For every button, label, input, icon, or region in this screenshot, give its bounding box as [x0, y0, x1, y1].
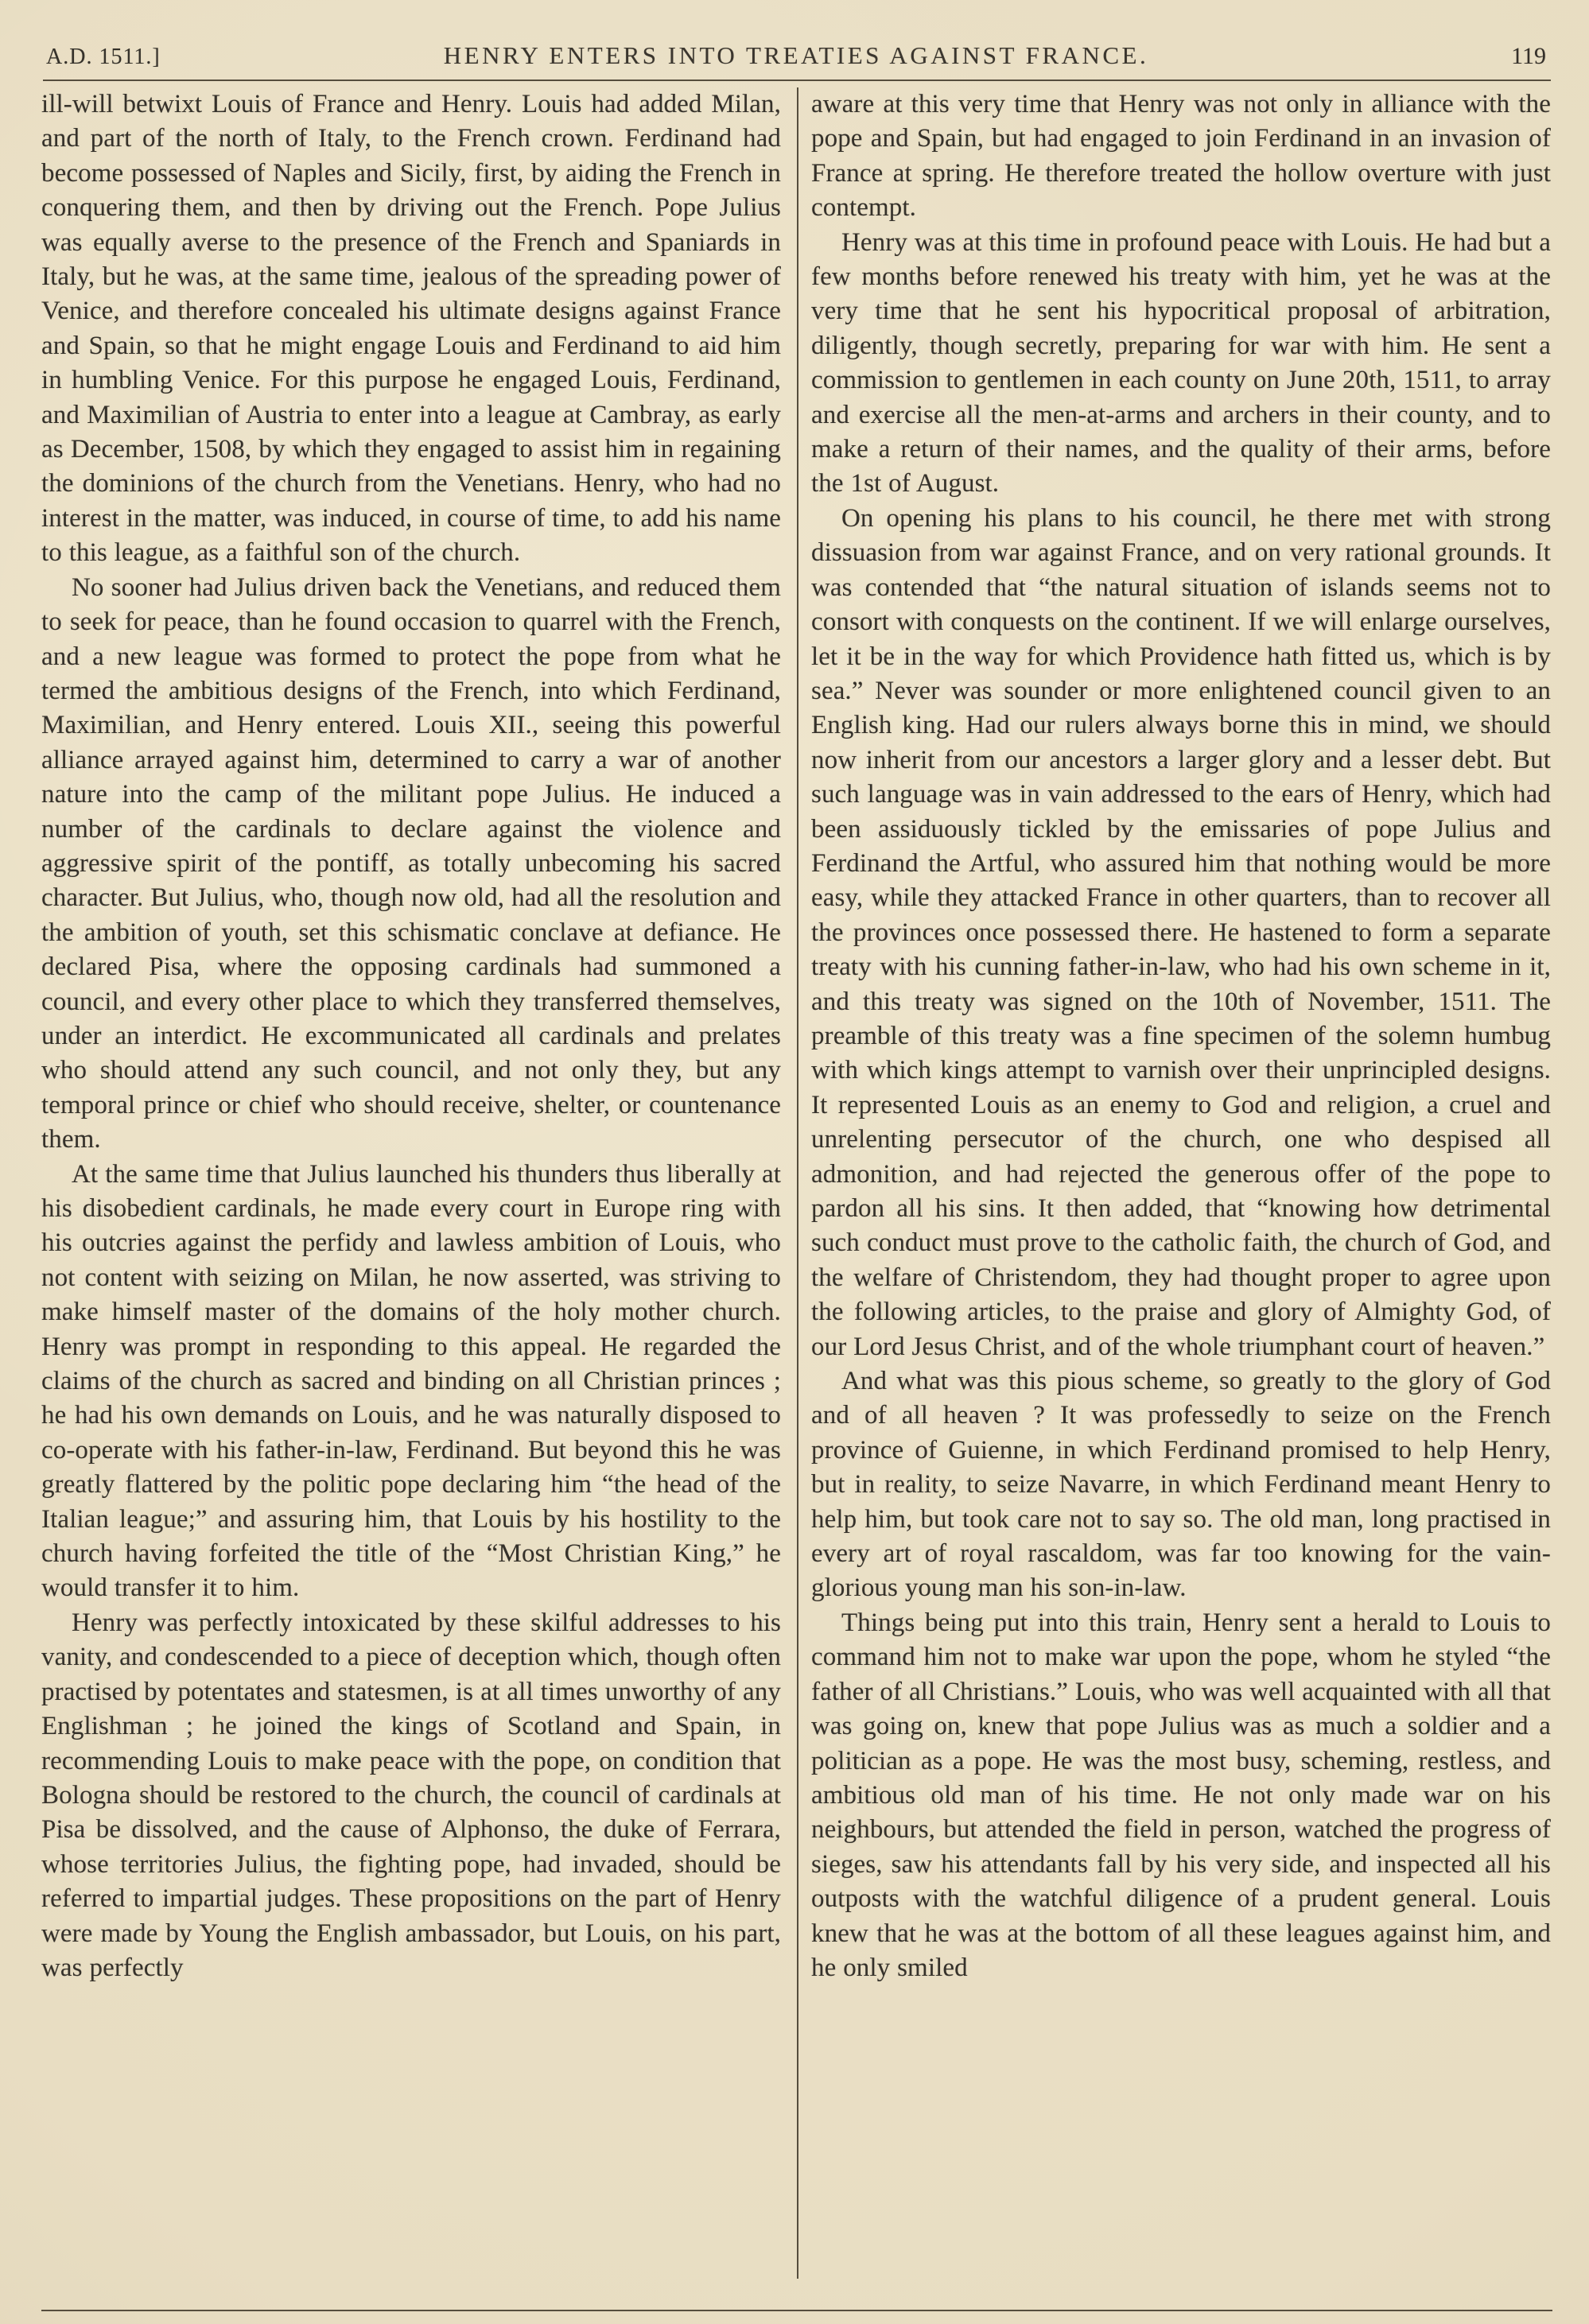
page-header — [41, 41, 1552, 70]
header-rule — [43, 80, 1551, 81]
header-date: A.D. 1511.] — [46, 45, 161, 69]
paragraph: And what was this pious scheme, so greatly to the glory of God and of all heaven ? It was professedly to seize on the French province of Guienne, in which Ferdinand promised to help Henry, but in reality, to seize Navarre, in which Ferdinand meant Henry to help him, but took care not to say so. The old man, long practised in every art of royal rascaldom, was far too knowing for the vain-glorious young man his son-in-law. — [811, 1367, 1551, 1603]
column-divider — [797, 87, 798, 2279]
paragraph: Henry was at this time in profound peace with Louis. He had but a few months before renewed his treaty with him, yet he was at the very time that he sent his hypocritical proposal of arbitration, diligently, though secretly, preparing for war with him. He sent a commission to gentlemen in each county on June 20th, 1511, to array and exercise all the men-at-arms and archers in their county, and to make a return of their names, and the quality of their arms, before the 1st of August. — [811, 227, 1551, 499]
paragraph: Henry was perfectly intoxicated by these skilful addresses to his vanity, and condescended to a piece of deception which, though often practised by potentates and statesmen, is at all times unworthy of any Englishman ; he joined the kings of Scotland and Spain, in recommending Louis to make peace with the pope, on condition that Bologna should be restored to the church, the council of cardinals at Pisa be dissolved, and the cause of Alphonso, the duke of Ferrara, whose territories Julius, the fighting pope, had invaded, should be referred to impartial judges. These propositions on the part of Henry were made by Young the English ambassador, but Louis, on his part, was perfectly — [41, 1608, 781, 1982]
text-columns — [41, 87, 1552, 2279]
right-column — [811, 87, 1551, 2279]
paragraph-continuation: aware at this very time that Henry was not only in alliance with the pope and Spain, but had engaged to join Ferdinand in an invasion of France at spring. He therefore treated the hollow overture with just contempt. — [811, 90, 1551, 223]
paragraph: Things being put into this train, Henry sent a herald to Louis to command him not to make war upon the pope, whom he styled “the father of all Christians.” Louis, who was well acquainted with all that was going on, knew that pope Julius was as much a soldier and a politician as a pope. He was the most busy, scheming, restless, and ambitious old man of his time. He not only made war on his neighbours, but attended the field in person, watched the progress of sieges, saw his attendants fall by his very side, and inspected all his outposts with the watchful diligence of a prudent general. Louis knew that he was at the bottom of all these leagues against him, and he only smiled — [811, 1608, 1551, 1982]
running-title: HENRY ENTERS INTO TREATIES AGAINST FRANCE. — [443, 41, 1149, 69]
page-number: 119 — [1511, 43, 1546, 69]
paragraph: No sooner had Julius driven back the Venetians, and reduced them to seek for peace, than he found occasion to quarrel with the French, and a new league was formed to protect the pope from what he termed the ambitious designs of the French, into which Ferdinand, Maximilian, and Henry entered. Louis XII., seeing this powerful alliance arrayed against him, determined to carry a war of another nature into the camp of the militant pope Julius. He induced a number of the cardinals to declare against the violence and aggressive spirit of the pontiff, as totally unbecoming his sacred character. But Julius, who, though now old, had all the resolution and the ambition of youth, set this schismatic conclave at defiance. He declared Pisa, where the opposing cardinals had summoned a council, and every other place to which they transferred themselves, under an interdict. He excommunicated all cardinals and prelates who should attend any such council, and not only they, but any temporal prince or chief who should receive, shelter, or countenance them. — [41, 572, 781, 1154]
paragraph: On opening his plans to his council, he there met with strong dissuasion from war against France, and on very rational grounds. It was contended that “the natural situation of islands seems not to consort with conquests on the continent. If we will enlarge ourselves, let it be in the way for which Providence hath fitted us, which is by sea.” Never was sounder or more enlightened council given to an English king. Had our rulers always borne this in mind, we should now inherit from our ancestors a larger glory and a lesser debt. But such language was in vain addressed to the ears of Henry, which had been assiduously tickled by the emissaries of pope Julius and Ferdinand the Artful, who assured him that nothing would be more easy, while they attacked France in other quarters, than to recover all the provinces once possessed there. He hastened to form a separate treaty with his cunning father-in-law, who had his own scheme in it, and this treaty was signed on the 10th of November, 1511. The preamble of this treaty was a fine specimen of the solemn humbug with which kings attempt to varnish over their unprincipled designs. It represented Louis as an enemy to God and religion, a cruel and unrelenting persecutor of the church, one who despised all admonition, and had rejected the generous offer of the pope to pardon all his sins. It then added, that “knowing how detrimental such conduct must prove to the catholic faith, the church of God, and the welfare of Christendom, they had thought proper to agree upon the following articles, to the praise and glory of Almighty God, of our Lord Jesus Christ, and of the whole triumphant court of heaven.” — [811, 503, 1551, 1361]
left-column — [41, 87, 781, 2279]
paragraph: At the same time that Julius launched his thunders thus liberally at his disobedient cardinals, he made every court in Europe ring with his outcries against the perfidy and lawless ambition of Louis, who not content with seizing on Milan, he now asserted, was striving to make himself master of the domains of the holy mother church. Henry was prompt in responding to this appeal. He regarded the claims of the church as sacred and binding on all Christian princes ; he had his own demands on Louis, and he was naturally disposed to co-operate with his father-in-law, Ferdinand. But beyond this he was greatly flattered by the politic pope declaring him “the head of the Italian league;” and assuring him, that Louis by his hostility to the church having forfeited the title of the “Most Christian King,” he would transfer it to him. — [41, 1159, 781, 1603]
paragraph-continuation: ill-will betwixt Louis of France and Henry. Louis had added Milan, and part of the north of Italy, to the French crown. Ferdinand had become possessed of Naples and Sicily, first, by aiding the French in conquering them, and then by driving out the French. Pope Julius was equally averse to the presence of the French and Spaniards in Italy, but he was, at the same time, jealous of the spreading power of Venice, and therefore concealed his ultimate designs against France and Spain, so that he might engage Louis and Ferdinand to aid him in humbling Venice. For this purpose he engaged Louis, Ferdinand, and Maximilian of Austria to enter into a league at Cambray, as early as December, 1508, by which they engaged to assist him in regaining the dominions of the church from the Venetians. Henry, who had no interest in the matter, was induced, in course of time, to add his name to this league, as a faithful son of the church. — [41, 90, 781, 568]
bottom-rule — [41, 2310, 1552, 2311]
